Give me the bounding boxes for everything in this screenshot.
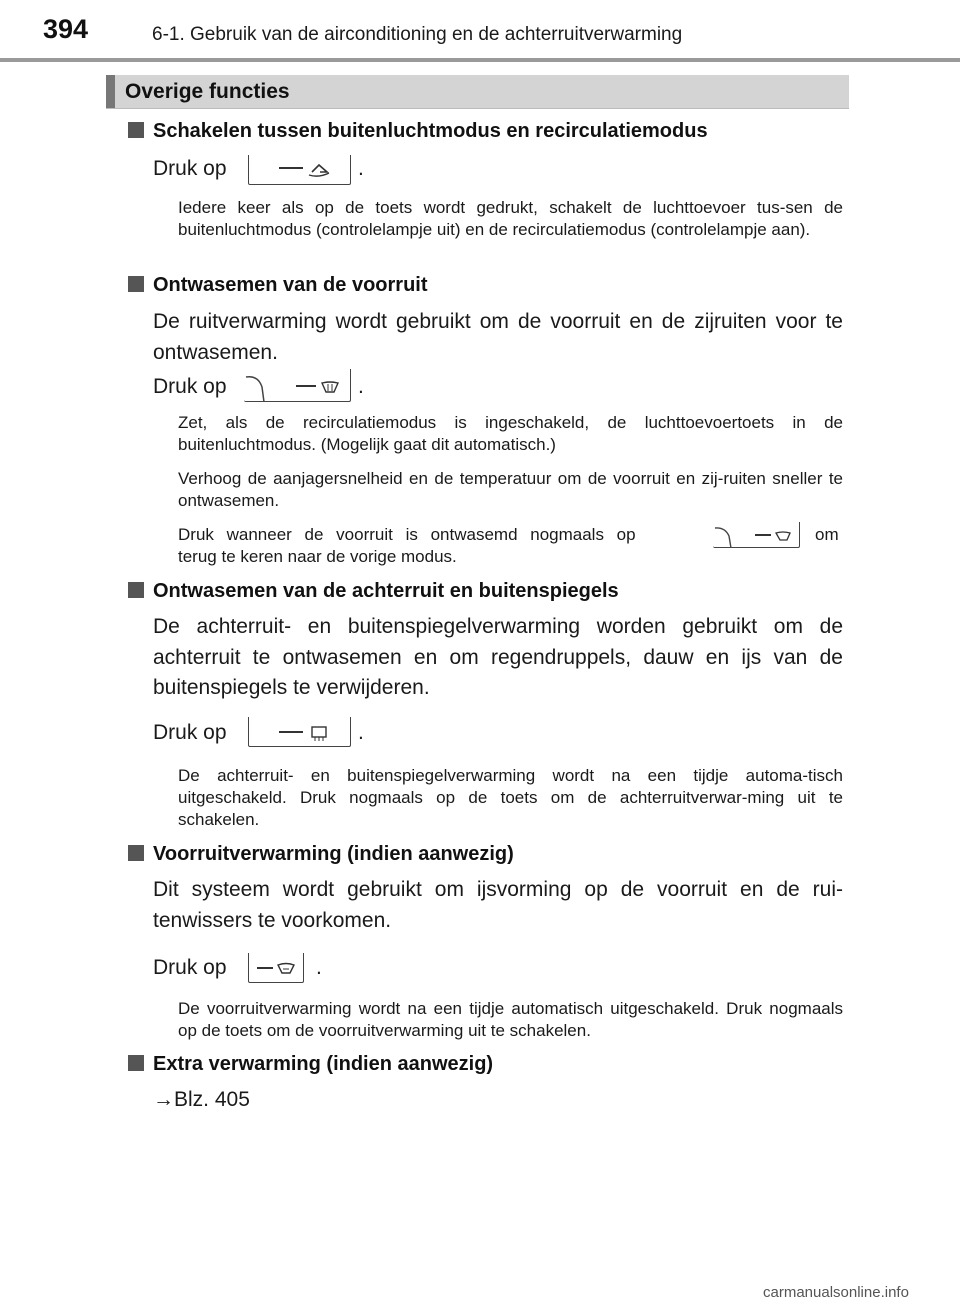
- note-windshield-defog-1: Zet, als de recirculatiemodus is ingeschakeld, de luchttoevoertoets in de buitenluchtmodus. (Mogelijk gaat dit automatisch.): [178, 413, 843, 454]
- heading-windshield-defog: Ontwasemen van de voorruit: [128, 274, 428, 297]
- press-line-windshield-defog: Druk op: [153, 375, 227, 398]
- recirculation-icon: [249, 155, 352, 185]
- windshield-defrost-button-inline[interactable]: [713, 522, 800, 548]
- wiper-deicer-icon: [249, 953, 305, 983]
- heading-recirculation: Schakelen tussen buitenluchtmodus en recirculatiemodus: [128, 120, 708, 143]
- running-title: 6-1. Gebruik van de airconditioning en de achterruitverwarming: [152, 24, 683, 45]
- windshield-defrost-icon: [244, 369, 351, 402]
- rear-defrost-button[interactable]: [248, 717, 351, 747]
- press-suffix: .: [358, 721, 364, 744]
- bullet-square-icon: [128, 122, 144, 138]
- section-divider: [106, 108, 849, 109]
- press-line-recirculation: Druk op: [153, 157, 227, 180]
- heading-wiper-deicer: Voorruitverwarming (indien aanwezig): [128, 843, 514, 866]
- note-wiper-deicer: De voorruitverwarming wordt na een tijdje automatisch uitgeschakeld. Druk nogmaals op de toets om de voorruitverwarming uit te schakelen.: [178, 999, 843, 1040]
- body-windshield-defog: De ruitverwarming wordt gebruikt om de voorruit en de zijruiten voor te ontwasemen.: [153, 310, 843, 364]
- press-suffix: .: [358, 375, 364, 398]
- press-line-wiper-deicer: Druk op: [153, 956, 227, 979]
- page-number: 394: [43, 14, 89, 44]
- note-recirculation: Iedere keer als op de toets wordt gedrukt, schakelt de luchttoevoer tus-sen de buitenluchtmodus (controlelampje uit) en de recirculatiemodus (controlelampje aan).: [178, 198, 843, 239]
- bullet-square-icon: [128, 582, 144, 598]
- press-suffix: .: [358, 157, 364, 180]
- windshield-defrost-button[interactable]: [244, 369, 351, 402]
- heading-rear-defog: Ontwasemen van de achterruit en buitenspiegels: [128, 580, 619, 603]
- windshield-defrost-icon: [713, 522, 800, 548]
- note-rear-defog: De achterruit- en buitenspiegelverwarming wordt na een tijdje automa-tisch uitgeschakeld. Druk nogmaals op de toets om de achterruitverwar-ming uit te schakelen.: [178, 766, 843, 829]
- recirculation-button[interactable]: [248, 155, 351, 185]
- note-windshield-defog-3: Druk wanneer de voorruit is ontwasemd nogmaals op: [178, 525, 636, 544]
- note-windshield-defog-4: terug te keren naar de vorige modus.: [178, 547, 457, 566]
- press-suffix: .: [316, 956, 322, 979]
- section-title: Overige functies: [125, 80, 290, 103]
- heading-extra-heating: Extra verwarming (indien aanwezig): [128, 1053, 493, 1076]
- note-windshield-defog-2: Verhoog de aanjagersnelheid en de temperatuur om de voorruit en zij-ruiten sneller te ontwasemen.: [178, 469, 843, 510]
- rear-defrost-icon: [249, 717, 352, 747]
- bullet-square-icon: [128, 1055, 144, 1071]
- watermark: carmanualsonline.info: [763, 1284, 909, 1301]
- bullet-square-icon: [128, 845, 144, 861]
- header-rule: [0, 58, 960, 62]
- section-title-bar: [106, 75, 849, 109]
- page-reference-link[interactable]: →Blz. 405: [153, 1088, 250, 1111]
- note-om: om: [815, 525, 839, 544]
- body-rear-defog: De achterruit- en buitenspiegelverwarming worden gebruikt om de achterruit te ontwasemen en om regendruppels, dauw en ijs van de buitenspiegels te verwijderen.: [153, 615, 843, 699]
- body-wiper-deicer: Dit systeem wordt gebruikt om ijsvorming op de voorruit en de rui-tenwissers te voorkomen.: [153, 878, 843, 932]
- press-line-rear-defog: Druk op: [153, 721, 227, 744]
- wiper-deicer-button[interactable]: [248, 953, 304, 983]
- bullet-square-icon: [128, 276, 144, 292]
